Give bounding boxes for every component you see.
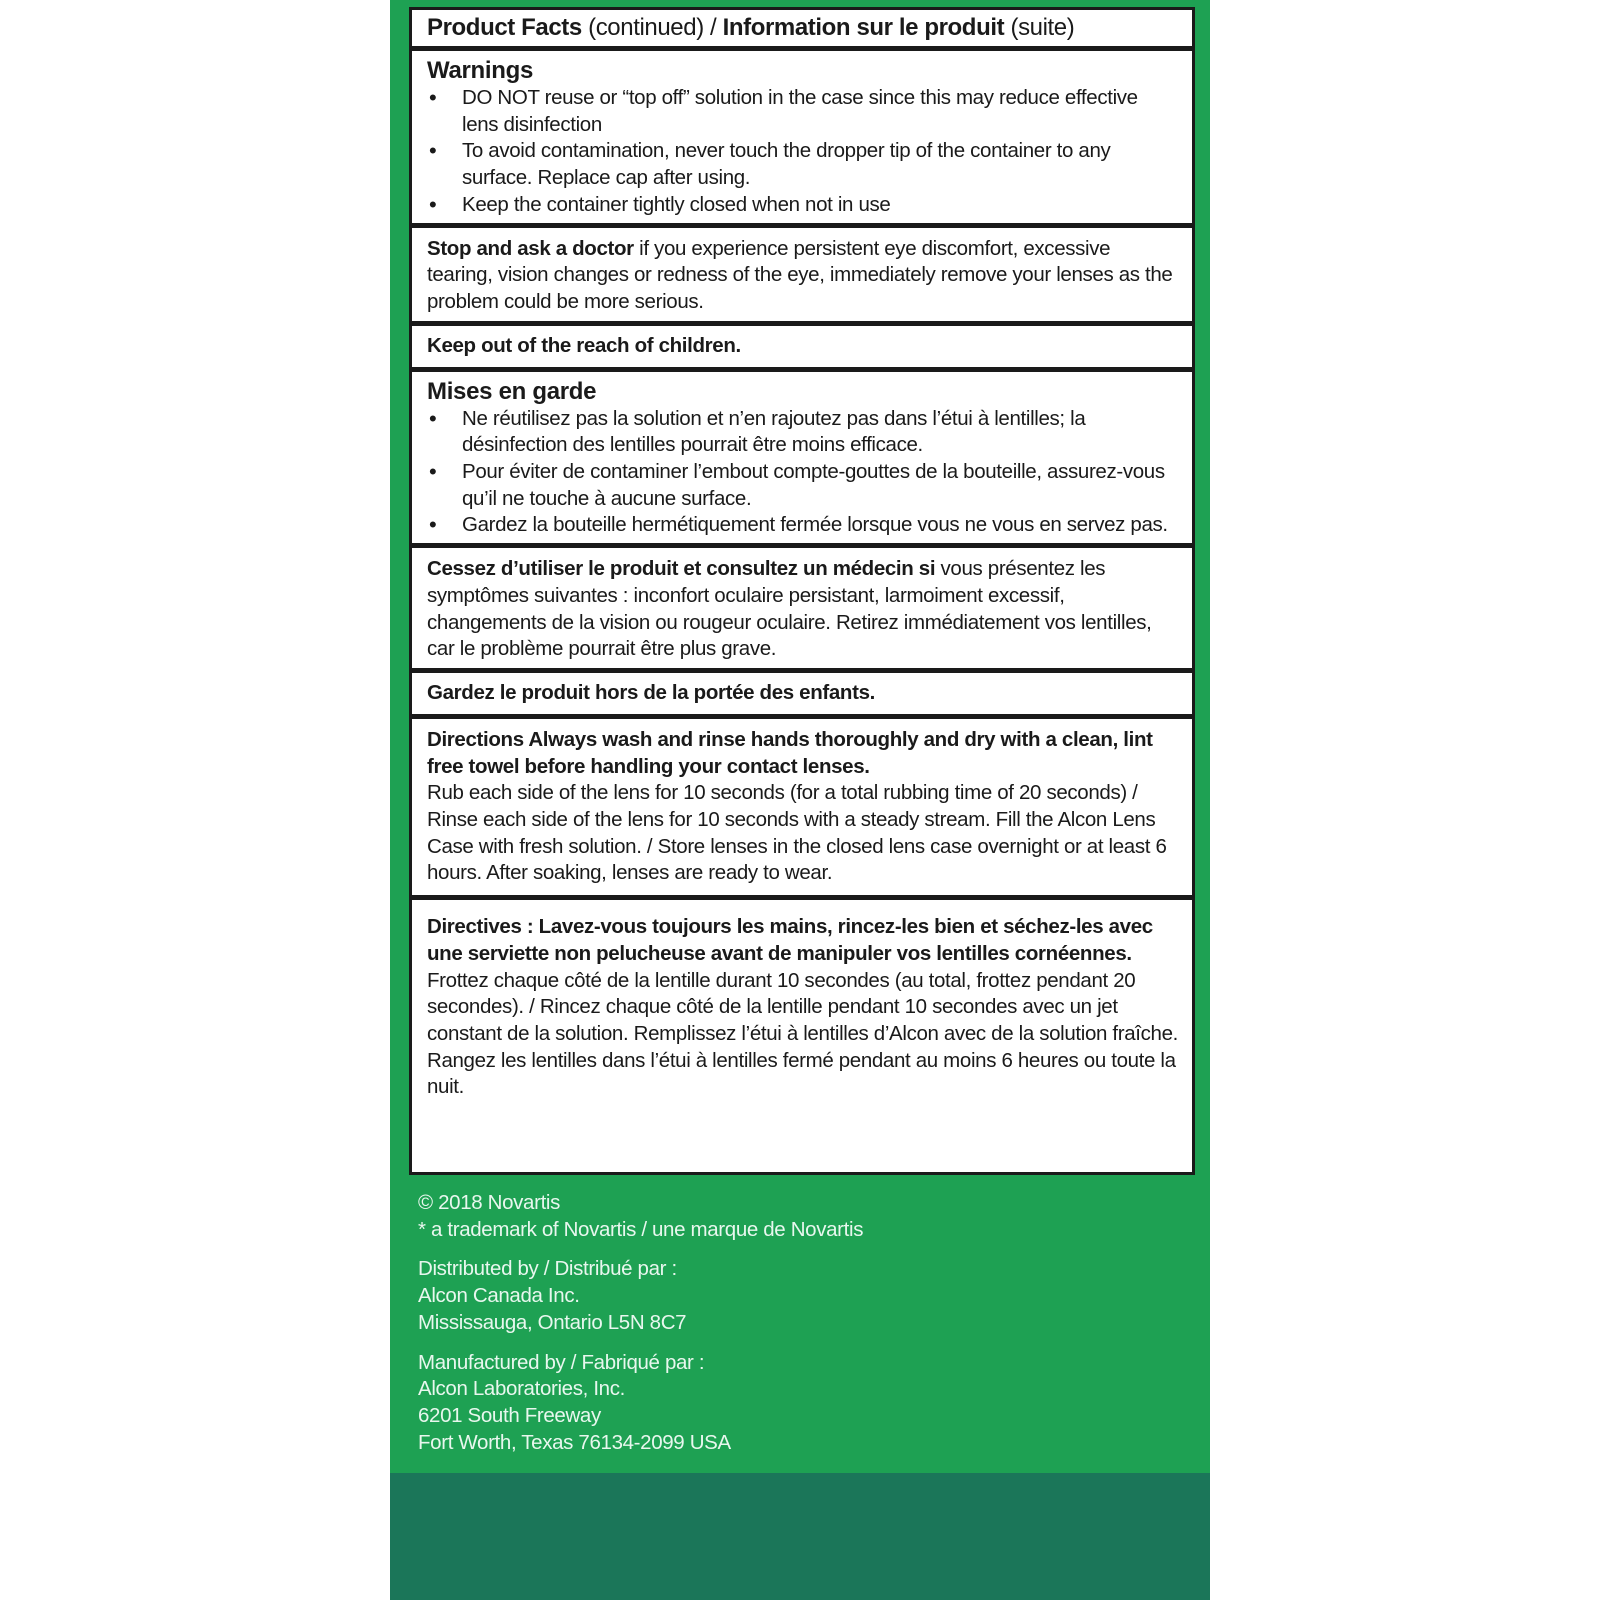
warnings-list xyxy=(427,85,1178,219)
mises-en-garde-list xyxy=(427,406,1178,540)
list-item: • Gardez la bouteille hermétiquement fermée lorsque vous ne vous en servez pas. xyxy=(427,512,1178,539)
manufacturer-city: Fort Worth, Texas 76134-2099 USA xyxy=(418,1430,731,1454)
manufactured-label: Manufactured by / Fabriqué par : xyxy=(418,1350,705,1374)
list-item: • To avoid contamination, never touch the dropper tip of the container to any surface. Replace cap after using. xyxy=(427,138,1178,191)
keep-out-text: Keep out of the reach of children. xyxy=(427,333,741,357)
gardez-hors-portee xyxy=(412,673,1192,714)
list-item: • Pour éviter de contaminer l’embout compte-gouttes de la bouteille, assurez-vous qu’il ne touche à aucune surface. xyxy=(427,459,1178,512)
distributor-name: Alcon Canada Inc. xyxy=(418,1284,580,1308)
directives-section xyxy=(412,900,1192,1172)
keep-out-of-reach xyxy=(412,326,1192,367)
product-facts-title xyxy=(412,10,1192,46)
package-panel xyxy=(390,0,1210,1600)
footer-info xyxy=(418,1190,1198,1469)
distributed-label: Distributed by / Distribué par : xyxy=(418,1257,677,1281)
copyright: © 2018 Novartis xyxy=(418,1191,561,1214)
cessez-text: vous présentez les symptômes suivantes : inconfort oculaire persistant, larmoiment excessif, changements de la vision ou rougeur oculaire. Retirez immédiatement vos lentilles, car le problème pourrait être plus grave. xyxy=(427,557,1152,661)
copyright-block xyxy=(418,1190,1198,1243)
directives-lead: Directives : Lavez-vous toujours les mains, rincez-les bien et séchez-les avec une serviette non pelucheuse avant de manipuler vos lentilles cornéennes. xyxy=(427,915,1153,965)
title-plain-en: (continued) / xyxy=(581,14,723,41)
mises-en-garde-section xyxy=(412,372,1192,544)
directions-lead: Directions Always wash and rinse hands thoroughly and dry with a clean, lint free towel before handling your contact lenses. xyxy=(427,727,1153,778)
list-item: • DO NOT reuse or “top off” solution in the case since this may reduce effective lens disinfection xyxy=(427,85,1178,138)
directives-text: Frottez chaque côté de la lentille durant 10 secondes (au total, frottez pendant 20 secondes). / Rincez chaque côté de la lentille pendant 10 secondes avec un jet constant de la solution. Remplissez l’étui à lentilles d’Alcon avec de la solution fraîche. Rangez les lentilles dans l’étui à lentilles fermé pendant au moins 6 heures ou toute la nuit. xyxy=(427,968,1178,1099)
manufacturer-block xyxy=(418,1350,1198,1457)
cessez-lead: Cessez d’utiliser le produit et consultez un médecin si xyxy=(427,557,936,581)
trademark-note: * a trademark of Novartis / une marque de Novartis xyxy=(418,1217,864,1241)
cessez-section xyxy=(412,548,1192,668)
manufacturer-name: Alcon Laboratories, Inc. xyxy=(418,1377,625,1401)
title-bold-en: Product Facts xyxy=(427,14,582,41)
stop-ask-lead: Stop and ask a doctor xyxy=(427,236,634,260)
directions-text: Rub each side of the lens for 10 seconds (for a total rubbing time of 20 seconds) / Rinse each side of the lens for 10 seconds with a steady stream. Fill the Alcon Lens Case with fresh solution. / Store lenses in the closed lens case overnight or at least 6 hours. After soaking, lenses are ready to wear. xyxy=(427,781,1167,885)
warnings-section xyxy=(412,51,1192,223)
title-plain-fr: (suite) xyxy=(1004,14,1075,41)
warnings-heading: Warnings xyxy=(427,57,534,84)
manufacturer-street: 6201 South Freeway xyxy=(418,1403,601,1427)
mises-en-garde-heading: Mises en garde xyxy=(427,377,597,405)
product-facts-box xyxy=(409,7,1195,1175)
title-bold-fr: Information sur le produit xyxy=(722,14,1005,41)
bottom-band xyxy=(390,1473,1210,1600)
directions-section xyxy=(412,719,1192,895)
stop-ask-text: if you experience persistent eye discomfort, excessive tearing, vision changes or redness of the eye, immediately remove your lenses as the problem could be more serious. xyxy=(427,236,1173,313)
distributor-address: Mississauga, Ontario L5N 8C7 xyxy=(418,1310,687,1334)
stop-ask-doctor-section xyxy=(412,228,1192,321)
gardez-text: Gardez le produit hors de la portée des enfants. xyxy=(427,680,875,704)
list-item: • Ne réutilisez pas la solution et n’en rajoutez pas dans l’étui à lentilles; la désinfection des lentilles pourrait être moins efficace. xyxy=(427,406,1178,459)
list-item: • Keep the container tightly closed when not in use xyxy=(427,192,1178,219)
distributor-block xyxy=(418,1256,1198,1336)
